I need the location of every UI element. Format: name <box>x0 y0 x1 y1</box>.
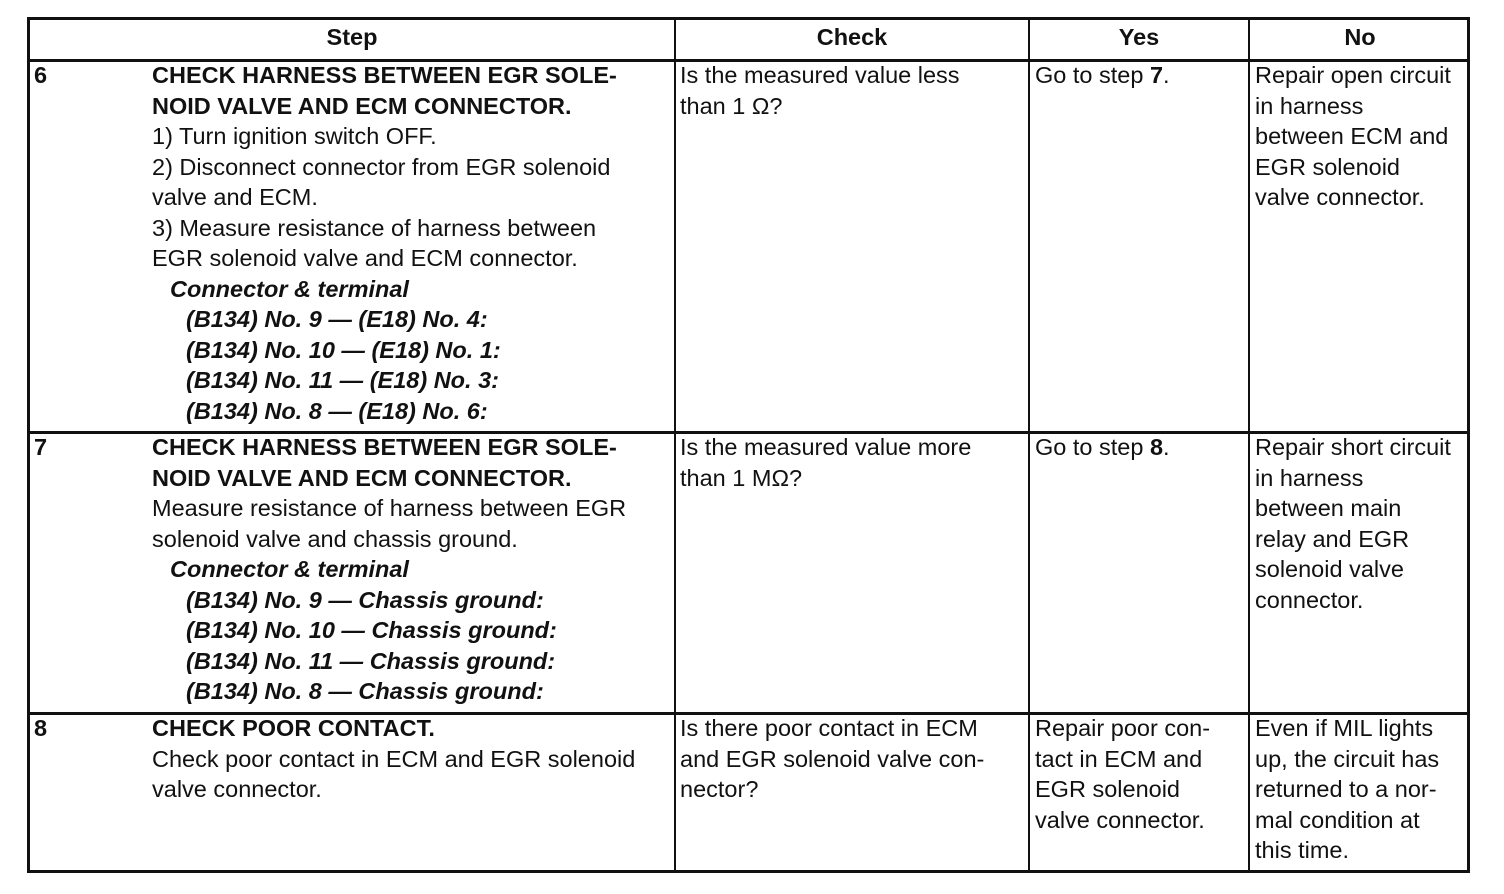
yes-text: tact in ECM and <box>1035 745 1203 772</box>
step-title-line: CHECK POOR CONTACT. <box>152 715 435 741</box>
no-cell <box>1255 60 1451 213</box>
check-text: than 1 Ω? <box>680 92 783 119</box>
step-title-line: CHECK HARNESS BETWEEN EGR SOLE- <box>152 62 617 88</box>
terminal-pair: (B134) No. 11 — (E18) No. 3: <box>186 367 499 393</box>
terminal-pair: (B134) No. 8 — Chassis ground: <box>186 678 544 704</box>
no-text: connector. <box>1255 586 1364 613</box>
check-cell <box>680 60 960 121</box>
step-instruction: valve and ECM. <box>152 184 318 210</box>
no-text: in harness <box>1255 464 1364 491</box>
header-no: No <box>1344 24 1376 50</box>
no-text: solenoid valve <box>1255 556 1404 582</box>
diagnostic-table <box>27 17 1470 873</box>
no-text: this time. <box>1255 837 1350 863</box>
step-instruction: 2) Disconnect connector from EGR solenoid <box>152 153 611 180</box>
step-instruction: valve connector. <box>152 776 322 802</box>
no-text: valve connector. <box>1255 184 1425 210</box>
step-instruction: EGR solenoid valve and ECM connector. <box>152 245 578 271</box>
check-text: Is the measured value more <box>680 434 972 460</box>
header-yes: Yes <box>1118 24 1160 50</box>
step-title-line: CHECK HARNESS BETWEEN EGR SOLE- <box>152 434 617 460</box>
step-reference: 8 <box>1149 434 1164 460</box>
no-text: returned to a nor- <box>1255 776 1437 802</box>
check-cell <box>680 713 984 805</box>
yes-text: Go to step <box>1035 434 1150 460</box>
check-text: than 1 MΩ? <box>680 464 803 491</box>
check-text: nector? <box>680 776 759 802</box>
connector-terminal-label: Connector & terminal <box>170 556 409 582</box>
no-text: up, the circuit has <box>1255 745 1440 772</box>
step-content <box>152 60 617 426</box>
step-instruction: Measure resistance of harness between EGR <box>152 495 627 521</box>
yes-text: EGR solenoid <box>1035 776 1180 802</box>
yes-cell <box>1035 60 1170 91</box>
no-text: in harness <box>1255 92 1364 119</box>
step-number: 6 <box>34 62 48 88</box>
terminal-pair: (B134) No. 10 — (E18) No. 1: <box>186 336 501 363</box>
no-text: between main <box>1255 495 1402 521</box>
no-cell <box>1255 713 1439 866</box>
step-instruction: 1) Turn ignition switch OFF. <box>152 123 437 149</box>
no-text: Even if MIL lights <box>1255 715 1434 741</box>
step-content <box>152 713 635 805</box>
step-instruction: 3) Measure resistance of harness between <box>152 214 597 241</box>
no-text: EGR solenoid <box>1255 153 1400 180</box>
step-number: 8 <box>34 715 48 741</box>
yes-cell <box>1035 432 1170 463</box>
connector-terminal-label: Connector & terminal <box>170 275 409 302</box>
yes-cell <box>1035 713 1210 835</box>
step-title-line: NOID VALVE AND ECM CONNECTOR. <box>152 464 572 491</box>
header-check: Check <box>816 24 888 50</box>
column-divider <box>1028 20 1030 870</box>
check-text: Is the measured value less <box>680 62 960 88</box>
yes-text-end: . <box>1163 434 1170 460</box>
check-text: Is there poor contact in ECM <box>680 715 978 741</box>
no-text: between ECM and <box>1255 123 1449 149</box>
no-text: Repair open circuit <box>1255 62 1451 88</box>
no-text: relay and EGR <box>1255 525 1410 552</box>
step-title-line: NOID VALVE AND ECM CONNECTOR. <box>152 92 572 119</box>
step-content <box>152 432 626 707</box>
terminal-pair: (B134) No. 11 — Chassis ground: <box>186 647 556 674</box>
terminal-pair: (B134) No. 8 — (E18) No. 6: <box>186 397 488 424</box>
check-text: and EGR solenoid valve con- <box>680 745 985 772</box>
column-divider <box>1248 20 1250 870</box>
step-instruction: Check poor contact in ECM and EGR solenoid <box>152 745 636 772</box>
check-cell <box>680 432 971 493</box>
terminal-pair: (B134) No. 9 — Chassis ground: <box>186 586 544 613</box>
step-reference: 7 <box>1149 62 1164 88</box>
no-cell <box>1255 432 1451 615</box>
terminal-pair: (B134) No. 10 — Chassis ground: <box>186 617 557 643</box>
no-text: mal condition at <box>1255 806 1420 833</box>
terminal-pair: (B134) No. 9 — (E18) No. 4: <box>186 306 488 332</box>
column-divider <box>674 20 676 870</box>
yes-text: valve connector. <box>1035 806 1205 833</box>
header-step: Step <box>326 24 378 50</box>
no-text: Repair short circuit <box>1255 434 1451 460</box>
step-instruction: solenoid valve and chassis ground. <box>152 525 518 552</box>
yes-text: Repair poor con- <box>1035 715 1211 741</box>
step-number: 7 <box>34 434 48 460</box>
yes-text-end: . <box>1163 62 1170 88</box>
yes-text: Go to step <box>1035 62 1150 88</box>
